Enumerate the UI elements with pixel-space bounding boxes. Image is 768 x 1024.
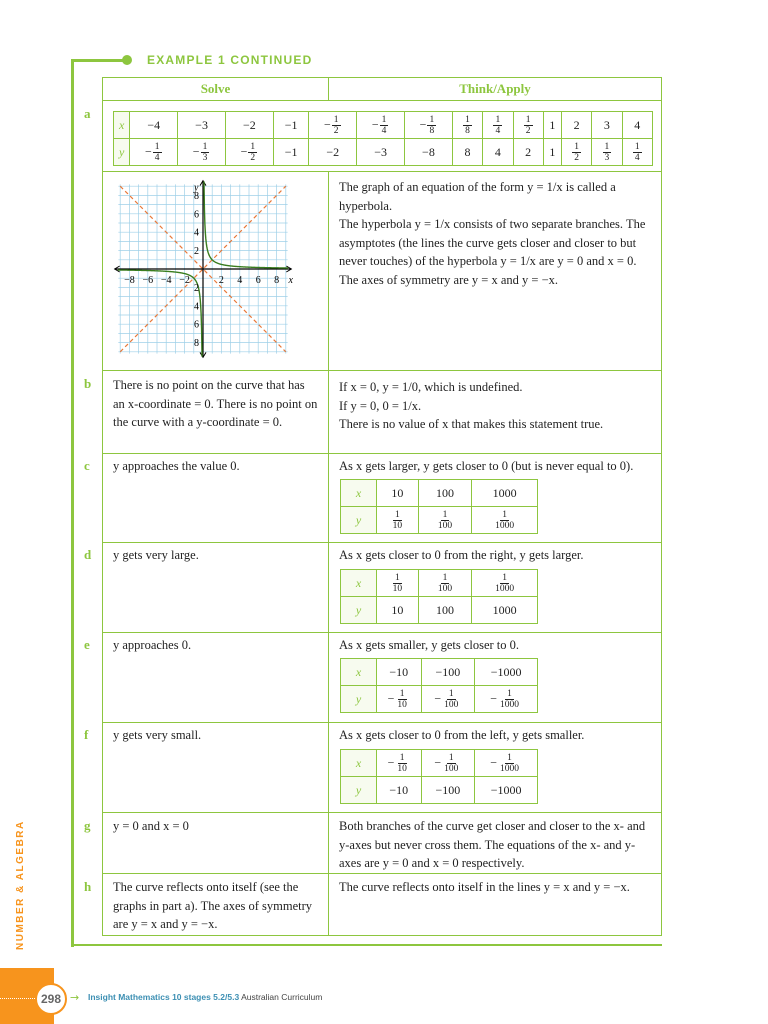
x-header: x bbox=[114, 112, 130, 139]
part-b-solve: There is no point on the curve that has an x-coordinate = 0. There is no point on the curve with a y-coordinate = 0. bbox=[102, 370, 329, 454]
fraction: $\frac{1}{2}$ bbox=[574, 141, 579, 163]
part-b-think bbox=[328, 370, 662, 454]
part-label-c: c bbox=[84, 458, 90, 473]
x-value-cell: −100 bbox=[421, 659, 475, 686]
y-tick-label: 4 bbox=[194, 301, 199, 313]
y-value-cell: − $\frac{1}{4}$ bbox=[130, 139, 178, 166]
footer-text bbox=[88, 992, 322, 1002]
x-value-cell bbox=[418, 570, 472, 597]
part-a-think-p1: The graph of an equation of the form y = 1/x is called a hyperbola. bbox=[339, 180, 616, 213]
y-header: y bbox=[341, 597, 377, 624]
fraction: $\frac{1}{1000}$ bbox=[495, 572, 515, 594]
part-f-table bbox=[340, 749, 538, 804]
x-value-cell bbox=[483, 112, 513, 139]
y-value-cell: 10 bbox=[377, 597, 419, 624]
part-d-solve: y gets very large. bbox=[102, 542, 329, 633]
x-value-cell: 1 bbox=[543, 112, 561, 139]
fraction: $\frac{1}{2}$ bbox=[525, 114, 531, 136]
x-tick-label: 8 bbox=[274, 275, 280, 286]
y-value-cell: − $\frac{1}{1000}$ bbox=[475, 686, 538, 713]
y-row bbox=[114, 139, 653, 166]
x-tick-label: −4 bbox=[160, 275, 172, 286]
y-value-cell: −3 bbox=[357, 139, 405, 166]
y-tick-label: 8 bbox=[194, 190, 199, 202]
x-value-cell: − $\frac{1}{100}$ bbox=[421, 750, 475, 777]
y-value-cell: − $\frac{1}{100}$ bbox=[421, 686, 475, 713]
y-value-cell: 1 bbox=[543, 139, 561, 166]
header-solve: Solve bbox=[102, 77, 329, 101]
fraction: $\frac{1}{4}$ bbox=[154, 141, 160, 163]
x-value-cell bbox=[513, 112, 543, 139]
y-value-cell bbox=[472, 507, 538, 534]
page-number: 298 bbox=[35, 983, 67, 1015]
part-a-think-p3: The axes of symmetry are y = x and y = −x. bbox=[339, 272, 559, 287]
part-f-solve: y gets very small. bbox=[102, 722, 329, 813]
x-value-cell: 4 bbox=[622, 112, 652, 139]
y-value-cell bbox=[592, 139, 622, 166]
x-value-cell: −3 bbox=[178, 112, 226, 139]
x-value-cell: 100 bbox=[418, 480, 472, 507]
x-header: x bbox=[341, 570, 377, 597]
part-label-f: f bbox=[84, 727, 89, 742]
footer-dotted-line bbox=[0, 998, 35, 999]
part-c-think-text: As x gets larger, y gets closer to 0 (but is never equal to 0). bbox=[339, 459, 634, 473]
fraction: $\frac{1}{100}$ bbox=[444, 688, 459, 710]
fraction: $\frac{1}{10}$ bbox=[397, 688, 407, 710]
part-label-b: b bbox=[84, 376, 92, 391]
header-think: Think/Apply bbox=[328, 77, 662, 101]
fraction: $\frac{1}{4}$ bbox=[495, 114, 501, 136]
part-a-think-p2: The hyperbola y = 1/x consists of two separate branches. The asymptotes (the lines the curve gets closer and closer to but never touches) of the hyperbola y = 1/x are y = 0 and x = 0. bbox=[339, 217, 646, 268]
y-value-cell: 4 bbox=[483, 139, 513, 166]
fraction: $\frac{1}{3}$ bbox=[604, 141, 610, 163]
part-label-h: h bbox=[84, 879, 92, 894]
frame-dot bbox=[122, 55, 132, 65]
y-row bbox=[341, 597, 538, 624]
side-section-label: NUMBER & ALGEBRA bbox=[15, 820, 26, 950]
x-row bbox=[341, 659, 538, 686]
fraction: $\frac{1}{100}$ bbox=[444, 752, 459, 774]
x-value-cell: −1000 bbox=[475, 659, 538, 686]
fraction: $\frac{1}{100}$ bbox=[437, 572, 453, 594]
part-label-a: a bbox=[84, 106, 91, 121]
part-b-think-2: If y = 0, 0 = 1/x. bbox=[339, 398, 422, 413]
part-label-e: e bbox=[84, 637, 90, 652]
x-tick-label: −6 bbox=[142, 275, 154, 286]
y-tick-label: 6 bbox=[194, 209, 199, 221]
y-value-cell: −1000 bbox=[475, 777, 538, 804]
frame-bottom-border bbox=[71, 944, 662, 946]
y-value-cell: 8 bbox=[452, 139, 482, 166]
hyperbola-graph bbox=[113, 175, 293, 363]
part-a-think bbox=[328, 171, 662, 371]
x-row bbox=[341, 570, 538, 597]
fraction: $\frac{1}{10}$ bbox=[397, 752, 407, 774]
y-value-cell: −100 bbox=[421, 777, 475, 804]
fraction: $\frac{1}{4}$ bbox=[634, 141, 640, 163]
fraction: $\frac{1}{2}$ bbox=[333, 114, 339, 136]
y-tick-label: 2 bbox=[194, 246, 199, 258]
x-value-cell: −1 bbox=[273, 112, 309, 139]
part-g-solve: y = 0 and x = 0 bbox=[102, 812, 329, 874]
x-value-cell bbox=[472, 570, 538, 597]
x-tick-label: 2 bbox=[218, 275, 224, 286]
x-value-cell: 1000 bbox=[472, 480, 538, 507]
y-value-cell: − $\frac{1}{10}$ bbox=[377, 686, 422, 713]
y-row bbox=[341, 686, 538, 713]
fraction: $\frac{1}{8}$ bbox=[429, 114, 435, 136]
x-header: x bbox=[341, 750, 377, 777]
x-value-cell: − $\frac{1}{1000}$ bbox=[475, 750, 538, 777]
fraction: $\frac{1}{10}$ bbox=[392, 509, 403, 531]
part-c-table bbox=[340, 479, 538, 534]
fraction: $\frac{1}{1000}$ bbox=[495, 509, 515, 531]
y-value-cell bbox=[622, 139, 652, 166]
y-value-cell: − $\frac{1}{3}$ bbox=[178, 139, 226, 166]
fraction: $\frac{1}{1000}$ bbox=[500, 688, 519, 710]
x-axis-label: x bbox=[288, 275, 293, 286]
y-header: y bbox=[341, 777, 377, 804]
footer-book-title: Insight Mathematics 10 stages 5.2/5.3 bbox=[88, 992, 240, 1002]
example-title: EXAMPLE 1 CONTINUED bbox=[147, 53, 313, 67]
fraction: $\frac{1}{4}$ bbox=[381, 114, 387, 136]
x-value-cell: − $\frac{1}{10}$ bbox=[377, 750, 422, 777]
part-a-value-table bbox=[113, 111, 653, 166]
y-value-cell: −2 bbox=[309, 139, 357, 166]
fraction: $\frac{1}{8}$ bbox=[465, 114, 470, 136]
y-tick-label: 2 bbox=[194, 282, 199, 294]
y-header: y bbox=[341, 507, 377, 534]
x-tick-label: −2 bbox=[179, 275, 190, 286]
x-value-cell: −10 bbox=[377, 659, 422, 686]
y-value-cell bbox=[377, 507, 419, 534]
y-value-cell bbox=[561, 139, 591, 166]
fraction: $\frac{1}{10}$ bbox=[392, 572, 403, 594]
fraction: $\frac{1}{3}$ bbox=[202, 141, 208, 163]
y-tick-label: 8 bbox=[194, 338, 199, 350]
x-value-cell bbox=[452, 112, 482, 139]
frame-left-border bbox=[71, 60, 74, 947]
y-value-cell: −1 bbox=[273, 139, 309, 166]
x-tick-label: 4 bbox=[237, 275, 243, 286]
x-value-cell: − $\frac{1}{4}$ bbox=[357, 112, 405, 139]
part-e-think-text: As x gets smaller, y gets closer to 0. bbox=[339, 638, 520, 652]
x-value-cell: − $\frac{1}{2}$ bbox=[309, 112, 357, 139]
part-g-think: Both branches of the curve get closer and closer to the x- and y-axes but never cross them. The equations of the x- and y-axes are y = 0 and x = 0 respectively. bbox=[328, 812, 662, 874]
part-label-g: g bbox=[84, 818, 91, 833]
x-value-cell bbox=[377, 570, 419, 597]
part-h-solve: The curve reflects onto itself (see the graphs in part a). The axes of symmetry are y = x and y = −x. bbox=[102, 873, 329, 936]
y-value-cell: 100 bbox=[418, 597, 472, 624]
x-value-cell: 3 bbox=[592, 112, 622, 139]
y-row bbox=[341, 777, 538, 804]
y-tick-label: 4 bbox=[194, 227, 199, 239]
x-header: x bbox=[341, 659, 377, 686]
part-d-think-text: As x gets closer to 0 from the right, y gets larger. bbox=[339, 548, 584, 562]
part-label-d: d bbox=[84, 547, 92, 562]
footer-curriculum: Australian Curriculum bbox=[241, 992, 323, 1002]
part-b-think-1: If x = 0, y = 1/0, which is undefined. bbox=[339, 380, 523, 394]
fraction: $\frac{1}{100}$ bbox=[437, 509, 453, 531]
y-row bbox=[341, 507, 538, 534]
x-tick-label: −8 bbox=[124, 275, 135, 286]
part-c-solve: y approaches the value 0. bbox=[102, 453, 329, 543]
y-header: y bbox=[114, 139, 130, 166]
x-value-cell: 2 bbox=[561, 112, 591, 139]
part-d-table bbox=[340, 569, 538, 624]
x-tick-label: 6 bbox=[255, 275, 261, 286]
y-header: y bbox=[341, 686, 377, 713]
part-e-solve: y approaches 0. bbox=[102, 632, 329, 723]
y-value-cell: − $\frac{1}{2}$ bbox=[225, 139, 273, 166]
x-row bbox=[114, 112, 653, 139]
y-value-cell: −8 bbox=[405, 139, 453, 166]
y-value-cell: 1000 bbox=[472, 597, 538, 624]
y-value-cell: −10 bbox=[377, 777, 422, 804]
y-tick-label: 6 bbox=[194, 319, 199, 331]
part-h-think: The curve reflects onto itself in the lines y = x and y = −x. bbox=[328, 873, 662, 936]
part-b-think-3: There is no value of x that makes this statement true. bbox=[339, 417, 604, 431]
footer-arrow-icon: → bbox=[70, 991, 80, 1004]
fraction: $\frac{1}{2}$ bbox=[250, 141, 256, 163]
y-value-cell bbox=[418, 507, 472, 534]
x-value-cell: −4 bbox=[130, 112, 178, 139]
x-header: x bbox=[341, 480, 377, 507]
frame-top-border bbox=[71, 59, 125, 62]
x-row bbox=[341, 750, 538, 777]
x-value-cell: 10 bbox=[377, 480, 419, 507]
part-e-table bbox=[340, 658, 538, 713]
fraction: $\frac{1}{1000}$ bbox=[500, 752, 519, 774]
part-f-think-text: As x gets closer to 0 from the left, y gets smaller. bbox=[339, 728, 585, 742]
x-value-cell: − $\frac{1}{8}$ bbox=[405, 112, 453, 139]
y-axis-label: y bbox=[194, 182, 199, 194]
x-value-cell: −2 bbox=[225, 112, 273, 139]
y-value-cell: 2 bbox=[513, 139, 543, 166]
x-row bbox=[341, 480, 538, 507]
